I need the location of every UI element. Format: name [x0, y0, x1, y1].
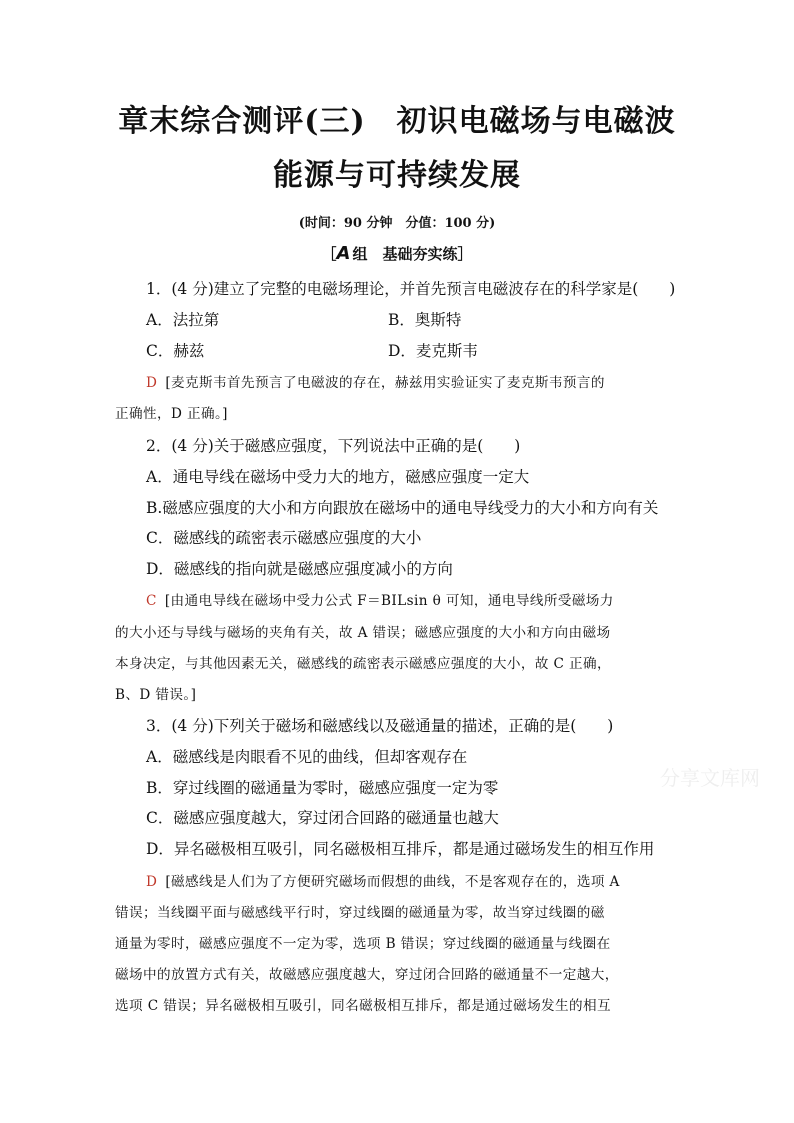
q1-option-a: A．法拉第 — [146, 311, 220, 329]
q2-answer — [146, 591, 614, 611]
q3-option-b: B．穿过线圈的磁通量为零时，磁感应强度一定为零 — [146, 779, 499, 797]
q3-option-d: D．异名磁极相互吸引，同名磁极相互排斥，都是通过磁场发生的相互作用 — [146, 840, 655, 858]
question-2-stem: 2．(4 分)关于磁感应强度，下列说法中正确的是( ) — [146, 437, 521, 455]
watermark: 分享文库网 — [660, 766, 760, 790]
q2-explanation-line-2: 的大小还与导线与磁场的夹角有关，故 A 错误；磁感应强度的大小和方向由磁场 — [115, 625, 611, 641]
q1-answer-key: D — [146, 375, 158, 391]
section-heading — [0, 243, 794, 264]
q1-option-c: C．赫兹 — [146, 342, 205, 360]
q3-explanation-line-5: 选项 C 错误；异名磁极相互吸引，同名磁极相互排斥，都是通过磁场发生的相互 — [115, 998, 612, 1014]
question-3-stem: 3．(4 分)下列关于磁场和磁感线以及磁通量的描述，正确的是( ) — [146, 717, 614, 735]
q2-option-b: B.磁感应强度的大小和方向跟放在磁场中的通电导线受力的大小和方向有关 — [146, 499, 659, 517]
q3-explanation-line-1: [磁感线是人们为了方便研究磁场而假想的曲线，不是客观存在的，选项 A — [165, 874, 620, 890]
q3-answer — [146, 872, 620, 892]
page-subtitle: 能源与可持续发展 — [273, 158, 521, 193]
q1-option-b: B．奥斯特 — [388, 311, 462, 329]
group-mark: A — [336, 243, 351, 264]
exam-meta: (时间：90 分钟 分值：100 分) — [298, 216, 496, 231]
q3-explanation-line-2: 错误；当线圈平面与磁感线平行时，穿过线圈的磁通量为零，故当穿过线圈的磁 — [115, 905, 605, 921]
q1-explanation-line-1: [麦克斯韦首先预言了电磁波的存在，赫兹用实验证实了麦克斯韦预言的 — [165, 375, 605, 391]
q3-explanation-line-4: 磁场中的放置方式有关，故磁感应强度越大，穿过闭合回路的磁通量不一定越大， — [115, 967, 619, 983]
q1-answer — [146, 373, 605, 393]
q3-explanation-line-3: 通量为零时，磁感应强度不一定为零，选项 B 错误；穿过线圈的磁通量与线圈在 — [115, 936, 611, 952]
page-title: 章末综合测评(三) 初识电磁场与电磁波 — [118, 104, 676, 139]
q2-explanation-line-4: B、D 错误。] — [115, 687, 197, 703]
q1-explanation-line-2: 正确性，D 正确。] — [115, 406, 228, 422]
q3-option-a: A．磁感线是肉眼看不见的曲线，但却客观存在 — [146, 748, 468, 766]
section-open-bracket: ［ — [321, 245, 337, 263]
section-label: 组 基础夯实练 — [352, 245, 458, 263]
q2-option-a: A．通电导线在磁场中受力大的地方，磁感应强度一定大 — [146, 468, 530, 486]
q2-option-d: D．磁感线的指向就是磁感应强度减小的方向 — [146, 560, 453, 578]
q3-answer-key: D — [146, 874, 158, 890]
q2-explanation-line-1: [由通电导线在磁场中受力公式 F＝BILsin θ 可知，通电导线所受磁场力 — [164, 593, 614, 609]
q2-explanation-line-3: 本身决定，与其他因素无关，磁感线的疏密表示磁感应强度的大小，故 C 正确， — [115, 656, 612, 672]
q3-option-c: C．磁感应强度越大，穿过闭合回路的磁通量也越大 — [146, 809, 499, 827]
q2-answer-key: C — [146, 593, 157, 609]
q2-option-c: C．磁感线的疏密表示磁感应强度的大小 — [146, 529, 422, 547]
question-1-stem: 1．(4 分)建立了完整的电磁场理论，并首先预言电磁波存在的科学家是( ) — [146, 280, 676, 298]
q1-option-d: D．麦克斯韦 — [388, 342, 478, 360]
section-close-bracket: ］ — [457, 245, 473, 263]
